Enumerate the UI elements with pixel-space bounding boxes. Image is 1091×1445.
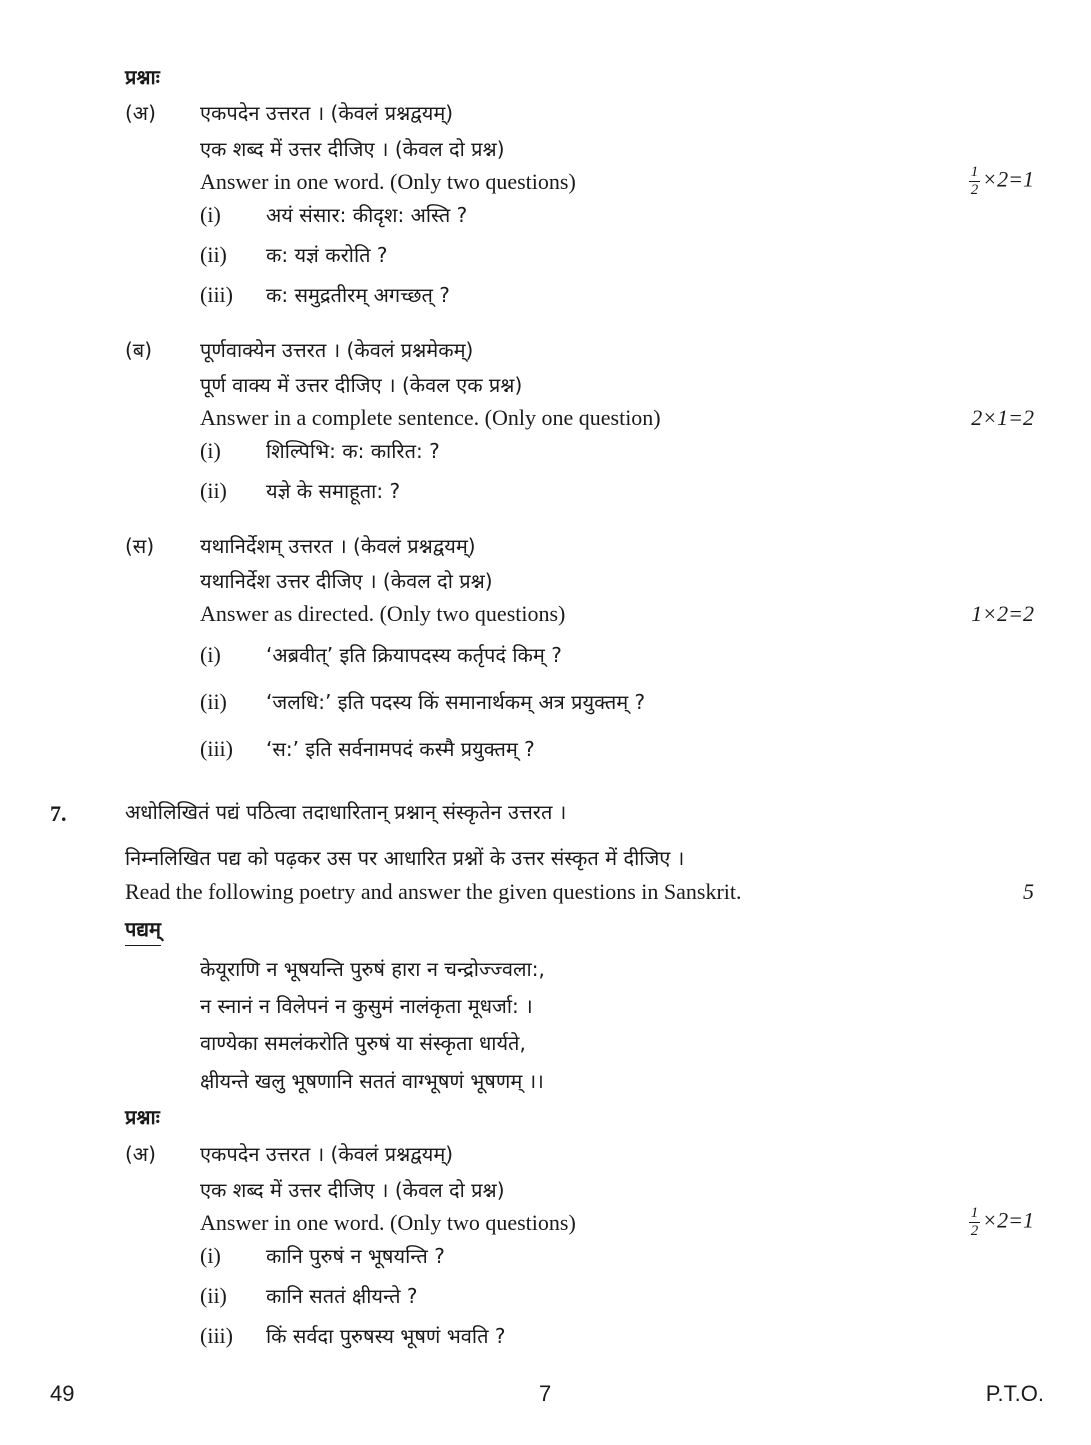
poem-line: केयूराणि न भूषयन्ति पुरुषं हारा न चन्द्रोज्ज्वला:, [200, 957, 545, 981]
instruction-english: Answer as directed. (Only two questions) [200, 601, 566, 626]
question-number: (ii) [200, 478, 227, 503]
question-text: क: समुद्रतीरम् अगच्छत् ? [266, 283, 450, 307]
instruction-english: Answer in one word. (Only two questions) [200, 1210, 576, 1235]
question-text: अयं संसार: कीदृश: अस्ति ? [266, 203, 468, 227]
page-number: 7 [539, 1381, 552, 1406]
poem-heading-text: पद्यम् [125, 917, 161, 946]
section-label-b: (ब) [125, 338, 153, 362]
poem-line: क्षीयन्ते खलु भूषणानि सततं वाग्भूषणं भूषणम् ।। [200, 1069, 544, 1093]
question-text: कानि पुरुषं न भूषयन्ति ? [266, 1244, 445, 1268]
instruction-hindi: यथानिर्देश उत्तर दीजिए । (केवल दो प्रश्न) [200, 569, 493, 593]
question-number: (iii) [200, 1323, 233, 1348]
poem-line: वाण्येका समलंकरोति पुरुषं या संस्कृता धार्यते, [200, 1031, 526, 1055]
question-number: (ii) [200, 689, 227, 714]
marks-denominator: 2 [970, 182, 979, 198]
q7-instruction-sanskrit: अधोलिखितं पद्यं पठित्वा तदाधारितान् प्रश्नान् संस्कृतेन उत्तरत । [125, 800, 567, 824]
question-text: कानि सततं क्षीयन्ते ? [266, 1284, 418, 1308]
instruction-sanskrit: पूर्णवाक्येन उत्तरत । (केवलं प्रश्नमेकम्) [200, 338, 474, 362]
questions-heading: प्रश्नाः [125, 65, 160, 89]
marks-denominator: 2 [970, 1223, 979, 1239]
instruction-sanskrit: एकपदेन उत्तरत । (केवलं प्रश्नद्वयम्) [200, 101, 454, 125]
instruction-hindi: एक शब्द में उत्तर दीजिए । (केवल दो प्रश्न) [200, 137, 505, 161]
question-number: (iii) [200, 282, 233, 307]
question-number: (i) [200, 642, 221, 667]
marks-label [969, 164, 1034, 199]
question-text: किं सर्वदा पुरुषस्य भूषणं भवति ? [266, 1324, 506, 1348]
section-label-a: (अ) [125, 101, 156, 125]
instruction-sanskrit: एकपदेन उत्तरत । (केवलं प्रश्नद्वयम्) [200, 1142, 454, 1166]
instruction-english: Answer in a complete sentence. (Only one question) [200, 405, 661, 430]
question-number: (i) [200, 438, 221, 463]
poem-line: न स्नानं न विलेपनं न कुसुमं नालंकृता मूधर्जा: । [200, 994, 533, 1018]
q7-marks: 5 [1023, 879, 1034, 904]
question-text: ‘अब्रवीत्’ इति क्रियापदस्य कर्तृपदं किम् ? [266, 643, 562, 667]
question-number: (ii) [200, 242, 227, 267]
marks-label: 2×1=2 [971, 405, 1034, 430]
marks-numerator: 1 [970, 164, 979, 180]
question-number: (i) [200, 202, 221, 227]
question-number: (iii) [200, 736, 233, 761]
questions-heading: प्रश्नाः [125, 1105, 160, 1129]
question-number: (ii) [200, 1283, 227, 1308]
section-label-a: (अ) [125, 1142, 156, 1166]
marks-label [969, 1205, 1034, 1240]
question-text: ‘स:’ इति सर्वनामपदं कस्मै प्रयुक्तम् ? [266, 737, 535, 761]
paper-code: 49 [50, 1381, 75, 1406]
question-text: क: यज्ञं करोति ? [266, 243, 388, 267]
q7-instruction-hindi: निम्नलिखित पद्य को पढ़कर उस पर आधारित प्रश्नों के उत्तर संस्कृत में दीजिए । [125, 846, 685, 870]
poem-heading [125, 916, 161, 942]
please-turn-over: P.T.O. [985, 1381, 1044, 1406]
instruction-sanskrit: यथानिर्देशम् उत्तरत । (केवलं प्रश्नद्वयम्) [200, 534, 476, 558]
question-number-7: 7. [50, 801, 67, 826]
question-text: ‘जलधि:’ इति पदस्य किं समानार्थकम् अत्र प्रयुक्तम् ? [266, 690, 646, 714]
instruction-hindi: एक शब्द में उत्तर दीजिए । (केवल दो प्रश्न) [200, 1178, 505, 1202]
marks-label: 1×2=2 [971, 601, 1034, 626]
question-number: (i) [200, 1243, 221, 1268]
section-label-c: (स) [125, 534, 155, 558]
instruction-english: Answer in one word. (Only two questions) [200, 169, 576, 194]
marks-numerator: 1 [970, 1205, 979, 1221]
marks-multiplier: ×2=1 [982, 166, 1034, 192]
question-text: यज्ञे के समाहूता: ? [266, 479, 401, 503]
question-text: शिल्पिभि: क: कारित: ? [266, 439, 440, 463]
instruction-hindi: पूर्ण वाक्य में उत्तर दीजिए । (केवल एक प्रश्न) [200, 373, 523, 397]
q7-instruction-english: Read the following poetry and answer the given questions in Sanskrit. [125, 879, 742, 904]
marks-multiplier: ×2=1 [982, 1207, 1034, 1233]
